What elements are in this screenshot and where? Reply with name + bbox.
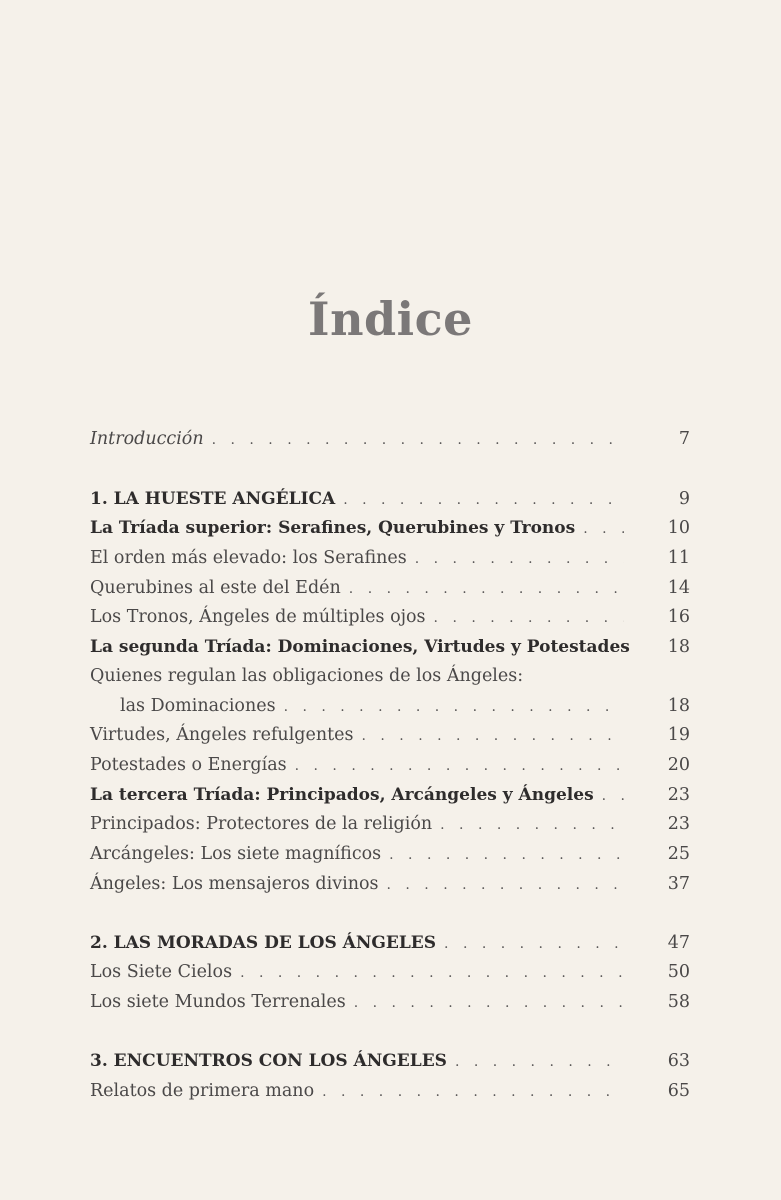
toc-entry-label: La segunda Tríada: Dominaciones, Virtudes y Potestades xyxy=(90,637,630,657)
dot-leader xyxy=(389,840,624,870)
toc-entry-page: 65 xyxy=(667,1081,690,1101)
dot-leader xyxy=(415,544,624,574)
toc-entry-page: 9 xyxy=(678,489,690,509)
toc-entry-label: Arcángeles: Los siete magníficos xyxy=(90,844,382,864)
toc-entry[interactable] xyxy=(90,661,690,691)
toc-entry-label: Quienes regulan las obligaciones de los Ángeles: xyxy=(90,666,524,686)
toc-entry-label: Potestades o Energías xyxy=(90,755,287,775)
toc-entry-page: 23 xyxy=(667,785,690,805)
dot-leader xyxy=(322,1077,624,1107)
toc-entry[interactable] xyxy=(90,987,690,1017)
toc-entry-page: 23 xyxy=(667,814,690,834)
toc-entry-page: 20 xyxy=(667,755,690,775)
toc-entry[interactable] xyxy=(90,839,690,869)
dot-leader xyxy=(362,721,625,751)
dot-leader xyxy=(455,1047,624,1077)
toc-entry-chapter[interactable] xyxy=(90,484,690,514)
toc-entry-page: 14 xyxy=(667,578,690,598)
toc-entry-section[interactable] xyxy=(90,513,690,543)
toc-entry-chapter[interactable] xyxy=(90,1046,690,1076)
toc-entry-page: 18 xyxy=(667,637,690,657)
toc-entry-label: La tercera Tríada: Principados, Arcángeles y Ángeles xyxy=(90,785,594,805)
dot-leader xyxy=(602,781,624,811)
toc-entry-label: El orden más elevado: los Serafines xyxy=(90,548,407,568)
toc-entry-chapter[interactable] xyxy=(90,928,690,958)
dot-leader xyxy=(284,692,624,722)
toc-entry-page: 47 xyxy=(667,933,690,953)
toc-entry-label: Los siete Mundos Terrenales xyxy=(90,992,346,1012)
toc-entry-label: 3. ENCUENTROS CON LOS ÁNGELES xyxy=(90,1051,447,1071)
toc-entry[interactable] xyxy=(90,602,690,632)
toc-entry-section[interactable] xyxy=(90,632,690,662)
toc-entry[interactable] xyxy=(90,720,690,750)
toc-entry-page: 18 xyxy=(667,696,690,716)
toc-entry-label: La Tríada superior: Serafines, Querubines y Tronos xyxy=(90,518,576,538)
toc-entry-page: 25 xyxy=(667,844,690,864)
dot-leader xyxy=(349,574,624,604)
dot-leader xyxy=(295,751,624,781)
toc-entry-label: 2. LAS MORADAS DE LOS ÁNGELES xyxy=(90,933,437,953)
dot-leader xyxy=(583,514,624,544)
toc-entry-label: las Dominaciones xyxy=(120,696,276,716)
toc-entry-page: 63 xyxy=(667,1051,690,1071)
toc-entry-page: 37 xyxy=(667,874,690,894)
toc-entry-page: 7 xyxy=(678,429,690,449)
toc-entry[interactable] xyxy=(90,957,690,987)
toc-entry-label: Los Tronos, Ángeles de múltiples ojos xyxy=(90,607,426,627)
toc-entry-page: 10 xyxy=(667,518,690,538)
toc-entry-label: Querubines al este del Edén xyxy=(90,578,341,598)
dot-leader xyxy=(440,810,624,840)
page-title: Índice xyxy=(308,292,473,346)
toc-entry[interactable] xyxy=(90,543,690,573)
toc-entry-label: Principados: Protectores de la religión xyxy=(90,814,433,834)
toc-entry-page: 16 xyxy=(667,607,690,627)
toc-entry-page: 11 xyxy=(667,548,690,568)
toc-entry-page: 19 xyxy=(667,725,690,745)
dot-leader xyxy=(343,485,624,515)
toc-entry-page: 50 xyxy=(667,962,690,982)
dot-leader xyxy=(240,958,624,988)
toc-entry[interactable] xyxy=(90,1076,690,1106)
dot-leader xyxy=(434,603,624,633)
toc-entry-label: Relatos de primera mano xyxy=(90,1081,315,1101)
dot-leader xyxy=(354,988,624,1018)
toc-entry[interactable] xyxy=(90,573,690,603)
toc-entry-label: Ángeles: Los mensajeros divinos xyxy=(90,874,379,894)
dot-leader xyxy=(212,425,624,455)
toc-entry-section[interactable] xyxy=(90,780,690,810)
toc-entry[interactable] xyxy=(90,809,690,839)
toc-entry[interactable] xyxy=(90,869,690,899)
toc-entry[interactable] xyxy=(90,424,690,454)
dot-leader xyxy=(444,929,624,959)
toc-entry[interactable] xyxy=(90,750,690,780)
toc-entry-label: Virtudes, Ángeles refulgentes xyxy=(90,725,354,745)
toc-entry[interactable] xyxy=(90,691,690,721)
toc-entry-label: Los Siete Cielos xyxy=(90,962,233,982)
toc-entry-page: 58 xyxy=(667,992,690,1012)
dot-leader xyxy=(387,870,625,900)
toc-entry-label: 1. LA HUESTE ANGÉLICA xyxy=(90,489,336,509)
toc-entry-label: Introducción xyxy=(90,429,204,449)
